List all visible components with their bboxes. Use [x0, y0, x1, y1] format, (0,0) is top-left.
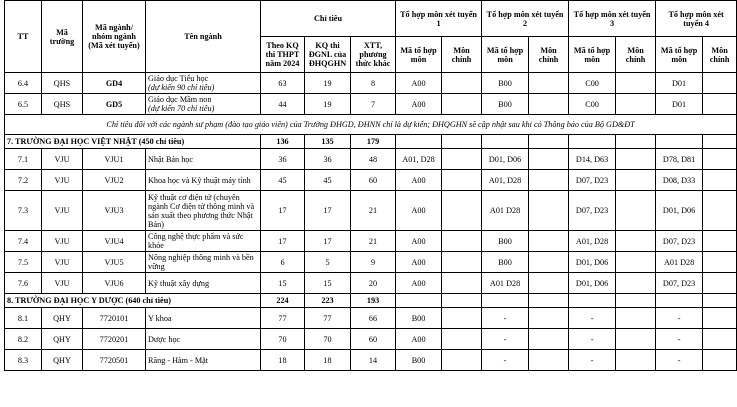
section-title: 8. TRƯỜNG ĐẠI HỌC Y DƯỢC (640 chỉ tiêu)	[5, 294, 261, 308]
header-quota: Chỉ tiêu	[261, 1, 396, 37]
header-combo-2: Tổ hợp môn xét tuyển 2	[482, 1, 569, 37]
major-name: Giáo dục Tiểu học (dự kiến 90 chỉ tiêu)	[146, 73, 261, 94]
header-combo-code: Mã tổ hợp môn	[396, 37, 442, 73]
table-row: 7.6 VJU VJU6 Kỹ thuật xây dựng 15 15 20 A00 A01 D28 D01, D06 D07, D23	[5, 273, 737, 294]
header-major-code: Mã ngành/ nhóm ngành (Mã xét tuyển)	[83, 1, 146, 73]
header-combo-code: Mã tổ hợp môn	[569, 37, 616, 73]
header-main-subject: Môn chính	[442, 37, 482, 73]
header-main-subject: Môn chính	[703, 37, 737, 73]
header-quota-xtt: XTT, phương thức khác	[351, 37, 396, 73]
table-row: 8.1 QHY 7720101 Y khoa 77 77 66 B00 - - -	[5, 308, 737, 329]
table-row: 8.3 QHY 7720501 Răng - Hàm - Mặt 18 18 14 B00 - - -	[5, 350, 737, 371]
header-combo-1: Tổ hợp môn xét tuyển 1	[396, 1, 482, 37]
section-title: 7. TRƯỜNG ĐẠI HỌC VIỆT NHẬT (450 chỉ tiêu)	[5, 135, 261, 149]
header-combo-code: Mã tổ hợp môn	[482, 37, 529, 73]
header-combo-3: Tổ hợp môn xét tuyển 3	[569, 1, 656, 37]
header-quota-dgnl: KQ thi ĐGNL của ĐHQGHN	[305, 37, 351, 73]
header-main-subject: Môn chính	[616, 37, 656, 73]
section-row: 7. TRƯỜNG ĐẠI HỌC VIỆT NHẬT (450 chỉ tiêu) 136 135 179	[5, 135, 737, 149]
header-combo-4: Tổ hợp môn xét tuyển 4	[656, 1, 737, 37]
section-row: 8. TRƯỜNG ĐẠI HỌC Y DƯỢC (640 chỉ tiêu) 224 223 193	[5, 294, 737, 308]
header-main-subject: Môn chính	[529, 37, 569, 73]
header-tt: TT	[5, 1, 42, 73]
table-row: 7.3 VJU VJU3 Kỹ thuật cơ điện tử (chuyên ngành Cơ điện tử thông minh và sản xuất theo phương thức Nhật Bản) 17 17 21 A00 A01 D28 D07, D23 D01, D06	[5, 191, 737, 231]
major-name: Giáo dục Mầm non (dự kiến 70 chỉ tiêu)	[146, 94, 261, 115]
notice-row	[5, 115, 737, 135]
header-major-name: Tên ngành	[146, 1, 261, 73]
header-quota-thpt: Theo KQ thi THPT năm 2024	[261, 37, 305, 73]
table-row: 7.5 VJU VJU5 Nông nghiệp thông minh và bền vững 6 5 9 A00 B00 D01, D06 A01 D28	[5, 252, 737, 273]
table-row: 7.4 VJU VJU4 Công nghệ thực phẩm và sức khỏe 17 17 21 A00 B00 A01, D28 D07, D23	[5, 231, 737, 252]
table-row: 7.2 VJU VJU2 Khoa học và Kỹ thuật máy tính 45 45 60 A00 A01, D28 D07, D23 D08, D33	[5, 170, 737, 191]
header-school-code: Mã trường	[42, 1, 83, 73]
notice-text: Chỉ tiêu đối với các ngành sư phạm (đào tạo giáo viên) của Trường ĐHGD, ĐHNN chỉ là dự kiến; ĐHQGHN sẽ cập nhật sau khi có Thông báo của Bộ GD&ĐT	[5, 115, 737, 135]
table-row: 6.5 QHS GD5 Giáo dục Mầm non (dự kiến 70 chỉ tiêu) 44 19 7 A00 B00 C00 D01	[5, 94, 737, 115]
header-combo-code: Mã tổ hợp môn	[656, 37, 703, 73]
table-row: 8.2 QHY 7720201 Dược học 70 70 60 A00 - - -	[5, 329, 737, 350]
table-row: 7.1 VJU VJU1 Nhật Bản học 36 36 48 A01, D28 D01, D06 D14, D63 D78, D81	[5, 149, 737, 170]
table-row: 6.4 QHS GD4 Giáo dục Tiểu học (dự kiến 90 chỉ tiêu) 63 19 8 A00 B00 C00 D01	[5, 73, 737, 94]
admission-table	[4, 0, 737, 371]
